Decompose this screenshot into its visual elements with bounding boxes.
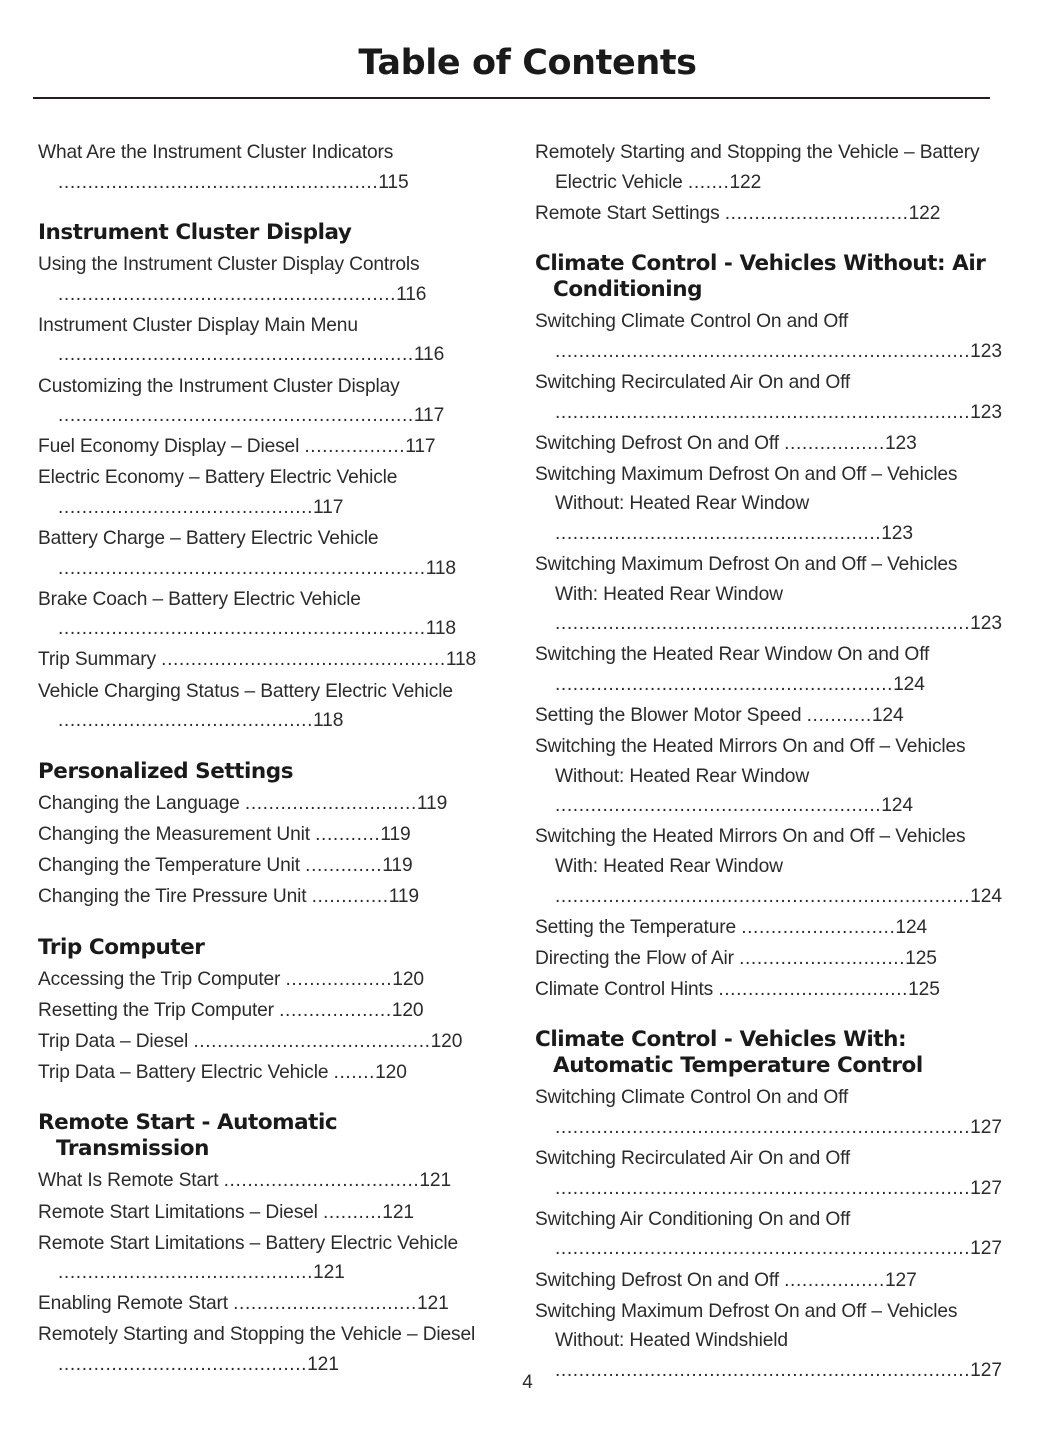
toc-entry-page-number: 127: [970, 1359, 1002, 1381]
toc-entry-page-number: 124: [895, 916, 928, 938]
toc-entry-leader: ...........................................: [58, 496, 314, 518]
toc-entry-leader: ...........: [315, 823, 381, 845]
toc-entry-leader: .................................: [223, 1170, 420, 1192]
toc-entry[interactable]: [535, 1144, 1002, 1203]
toc-section-heading: Climate Control - Vehicles With: Automatic Temperature Control: [535, 1027, 923, 1079]
toc-entry-page-number: 119: [416, 792, 448, 814]
toc-entry[interactable]: [38, 585, 493, 644]
toc-entry-label: Switching Climate Control On and Off: [535, 1087, 849, 1109]
toc-entry-page-number: 127: [884, 1269, 917, 1291]
toc-entry-label: Resetting the Trip Computer: [38, 999, 274, 1021]
toc-entry[interactable]: [535, 429, 990, 459]
toc-entry[interactable]: [535, 822, 1002, 911]
toc-entry-label: Remote Start Limitations – Battery Electric Vehicle: [38, 1232, 458, 1254]
toc-entry-page-number: 121: [307, 1354, 339, 1375]
toc-entry-leader: ......................................................................: [555, 1238, 971, 1260]
toc-section-heading: Remote Start - Automatic Transmission: [38, 1110, 338, 1162]
toc-entry-leader: ......................................................................: [555, 1117, 971, 1139]
toc-entry-leader: ..........................................: [58, 1354, 308, 1375]
toc-entry-leader: ...............................: [724, 202, 909, 224]
toc-entry-page-number: 122: [729, 171, 762, 193]
toc-entry-leader: ................................................: [161, 649, 446, 671]
toc-entry-leader: .................: [304, 436, 406, 458]
toc-section-heading: Climate Control - Vehicles Without: Air Conditioning: [535, 251, 986, 303]
toc-entry-leader: .......................................................: [555, 522, 882, 544]
toc-entry-page-number: 127: [970, 1238, 1002, 1260]
toc-entry[interactable]: [535, 1205, 1002, 1264]
toc-entry[interactable]: [38, 1058, 493, 1088]
toc-entry-leader: ..................: [285, 968, 393, 990]
toc-entry[interactable]: [38, 463, 493, 522]
toc-entry-page-number: 117: [313, 496, 344, 518]
toc-entry-leader: ......................................................................: [555, 885, 971, 907]
toc-entry-leader: ......................................................: [58, 171, 379, 193]
toc-entry-label: Changing the Tire Pressure Unit: [38, 885, 307, 907]
toc-entry-page-number: 120: [375, 1061, 407, 1083]
toc-entry-page-number: 123: [881, 522, 913, 544]
toc-entry[interactable]: [38, 851, 493, 881]
toc-entry-label: Remote Start Settings: [535, 202, 720, 224]
toc-entry[interactable]: [38, 882, 493, 912]
toc-entry-label: Battery Charge – Battery Electric Vehicle: [38, 528, 379, 550]
toc-entry-page-number: 117: [413, 405, 445, 427]
toc-entry-label: Using the Instrument Cluster Display Controls: [38, 254, 420, 276]
toc-entry-label: Switching Air Conditioning On and Off: [535, 1208, 851, 1230]
toc-section-heading: Instrument Cluster Display: [38, 220, 352, 246]
toc-entry-page-number: 122: [908, 202, 941, 224]
toc-entry-leader: .............: [305, 854, 383, 876]
toc-entry-label: Trip Data – Diesel: [38, 1030, 189, 1052]
toc-entry-page-number: 121: [382, 1201, 414, 1223]
toc-entry-label: Switching the Heated Mirrors On and Off – Vehicles Without: Heated Rear Window: [535, 736, 966, 787]
toc-entry-label: Switching Recirculated Air On and Off: [535, 371, 851, 393]
toc-entry-label: Switching Maximum Defrost On and Off – Vehicles Without: Heated Rear Window: [535, 463, 958, 515]
toc-entry-leader: ................................: [718, 978, 909, 1000]
toc-entry-label: Switching the Heated Rear Window On and Off: [535, 644, 930, 666]
toc-entry[interactable]: [535, 550, 1002, 639]
toc-entry[interactable]: [535, 307, 1002, 366]
toc-entry-leader: ..............................................................: [58, 557, 426, 579]
toc-entry-leader: ..........: [322, 1201, 383, 1223]
toc-entry-label: Brake Coach – Battery Electric Vehicle: [38, 588, 361, 610]
toc-entry-page-number: 118: [313, 710, 344, 732]
toc-entry-leader: .......................................................: [555, 795, 882, 817]
toc-entry-leader: ..............................................................: [58, 618, 426, 640]
toc-entry[interactable]: [38, 965, 493, 995]
toc-entry-page-number: 120: [391, 999, 424, 1021]
toc-entry-label: Switching Defrost On and Off: [535, 1269, 779, 1291]
toc-column-left: [38, 138, 493, 1387]
page-number: 4: [522, 1372, 533, 1393]
toc-entry-page-number: 121: [313, 1262, 345, 1284]
toc-entry[interactable]: [535, 368, 1002, 427]
toc-entry-leader: ......................................................................: [555, 613, 971, 635]
toc-entry-leader: .........................................................: [555, 673, 894, 695]
toc-entry[interactable]: [38, 820, 493, 850]
toc-entry-leader: .................: [784, 1269, 885, 1291]
toc-entry-label: Setting the Blower Motor Speed: [535, 705, 802, 726]
toc-entry-leader: ...........................................: [58, 710, 314, 732]
toc-entry-label: Fuel Economy Display – Diesel: [38, 436, 300, 458]
toc-entry[interactable]: [535, 913, 990, 943]
toc-entry[interactable]: [535, 1083, 1002, 1142]
toc-entry-leader: ...............................: [233, 1293, 417, 1315]
toc-column-right: [535, 138, 1002, 1387]
toc-entry-leader: ......................................................................: [555, 401, 971, 423]
toc-entry[interactable]: [38, 432, 493, 462]
toc-entry[interactable]: [38, 1229, 493, 1288]
toc-entry-label: Changing the Temperature Unit: [38, 854, 300, 876]
toc-entry-page-number: 119: [382, 854, 413, 876]
toc-entry-page-number: 115: [378, 171, 409, 193]
toc-entry-label: Vehicle Charging Status – Battery Electric Vehicle: [38, 680, 453, 702]
toc-entry-label: Customizing the Instrument Cluster Display: [38, 375, 400, 397]
toc-entry-label: Switching Climate Control On and Off: [535, 311, 849, 333]
page-title: Table of Contents: [358, 43, 697, 83]
toc-entry-page-number: 121: [419, 1170, 452, 1192]
toc-entry-label: Directing the Flow of Air: [535, 947, 734, 969]
toc-entry-label: What Is Remote Start: [38, 1170, 219, 1192]
toc-entry-label: Switching Defrost On and Off: [535, 432, 779, 454]
toc-entry-label: Switching Recirculated Air On and Off: [535, 1148, 851, 1170]
toc-entry-page-number: 120: [430, 1030, 463, 1052]
toc-entry-page-number: 118: [445, 649, 477, 671]
toc-entry-leader: ............................................................: [58, 344, 414, 366]
toc-entry-leader: ......................................................................: [555, 1177, 971, 1199]
toc-entry[interactable]: [535, 1266, 990, 1296]
toc-entry-leader: ...................: [279, 999, 392, 1021]
toc-entry-page-number: 119: [388, 885, 419, 907]
toc-entry-leader: .........................................................: [58, 283, 397, 305]
toc-entry[interactable]: [38, 645, 493, 675]
toc-entry-label: Electric Economy – Battery Electric Vehicle: [38, 467, 398, 489]
toc-entry-page-number: 124: [970, 885, 1002, 907]
toc-entry[interactable]: [535, 944, 990, 974]
toc-entry-leader: .................: [784, 432, 885, 454]
toc-entry[interactable]: [38, 372, 493, 431]
toc-entry-page-number: 118: [425, 557, 457, 579]
toc-entry[interactable]: [38, 1320, 493, 1379]
toc-entry[interactable]: [38, 789, 493, 819]
toc-entry-page-number: 121: [416, 1293, 449, 1315]
toc-entry-page-number: 124: [871, 705, 904, 726]
toc-entry[interactable]: [535, 701, 990, 731]
toc-entry-leader: .......: [687, 171, 730, 193]
toc-entry[interactable]: [535, 975, 990, 1005]
toc-entry-page-number: 127: [970, 1117, 1002, 1139]
toc-entry-page-number: 125: [908, 978, 940, 1000]
toc-entry-page-number: 124: [893, 673, 925, 695]
toc-section-heading: Personalized Settings: [38, 758, 294, 784]
toc-entry-label: Remote Start Limitations – Diesel: [38, 1201, 318, 1223]
toc-entry-label: Changing the Measurement Unit: [38, 823, 310, 845]
toc-entry-page-number: 116: [413, 344, 445, 366]
toc-entry-leader: .......: [333, 1061, 376, 1083]
toc-entry[interactable]: [38, 250, 493, 309]
toc-section-heading: Trip Computer: [38, 934, 205, 960]
toc-entry-label: Trip Summary: [38, 649, 156, 671]
toc-entry-label: Enabling Remote Start: [38, 1293, 228, 1315]
toc-entry[interactable]: [535, 199, 990, 229]
toc-entry-leader: .............................: [244, 792, 417, 814]
toc-entry-leader: ............................................................: [58, 405, 414, 427]
toc-entry[interactable]: [535, 732, 990, 821]
toc-entry-leader: .............: [311, 885, 389, 907]
toc-entry-label: Trip Data – Battery Electric Vehicle: [38, 1061, 329, 1083]
toc-entry[interactable]: [38, 138, 493, 197]
toc-entry-leader: ..........................: [741, 916, 896, 938]
toc-entry-page-number: 123: [970, 340, 1002, 362]
toc-entry-label: Switching Maximum Defrost On and Off – Vehicles With: Heated Rear Window: [535, 554, 958, 605]
toc-entry-page-number: 117: [405, 436, 436, 458]
toc-entry-leader: ........................................: [193, 1030, 431, 1052]
toc-entry-page-number: 124: [881, 795, 913, 817]
toc-entry-leader: ......................................................................: [555, 340, 971, 362]
toc-entry-label: Switching Maximum Defrost On and Off – Vehicles Without: Heated Windshield: [535, 1300, 958, 1352]
toc-entry-label: Remotely Starting and Stopping the Vehicle – Diesel: [38, 1324, 476, 1346]
toc-entry[interactable]: [535, 640, 990, 699]
toc-entry-page-number: 125: [905, 947, 937, 969]
toc-entry[interactable]: [38, 1166, 493, 1196]
toc-entry-label: Climate Control Hints: [535, 978, 714, 1000]
toc-entry[interactable]: [38, 1289, 493, 1319]
toc-entry[interactable]: [535, 460, 990, 549]
toc-columns: [0, 138, 1055, 1387]
toc-entry-page-number: 127: [970, 1177, 1002, 1199]
toc-entry-label: What Are the Instrument Cluster Indicators: [38, 142, 394, 163]
toc-entry[interactable]: [38, 1198, 493, 1228]
toc-entry-leader: ...........................................: [58, 1262, 314, 1284]
toc-entry-label: Changing the Language: [38, 792, 240, 814]
toc-entry[interactable]: [38, 311, 493, 370]
toc-entry[interactable]: [38, 1027, 493, 1057]
toc-entry[interactable]: [38, 524, 493, 583]
toc-entry-leader: ...........: [806, 705, 872, 726]
toc-entry-label: Instrument Cluster Display Main Menu: [38, 314, 358, 336]
toc-entry-page-number: 123: [884, 432, 917, 454]
toc-entry[interactable]: [38, 996, 493, 1026]
toc-entry-leader: ............................: [739, 947, 906, 969]
toc-entry-leader: ......................................................................: [555, 1359, 971, 1381]
toc-entry-label: Remotely Starting and Stopping the Vehicle – Battery Electric Vehicle: [535, 142, 980, 193]
title-divider: [33, 97, 990, 99]
toc-entry-page-number: 119: [380, 823, 411, 845]
toc-entry[interactable]: [38, 677, 493, 736]
toc-entry-page-number: 123: [970, 401, 1002, 423]
toc-entry[interactable]: [535, 138, 990, 197]
toc-entry-page-number: 116: [396, 283, 427, 305]
toc-entry-label: Accessing the Trip Computer: [38, 968, 281, 990]
toc-entry-page-number: 118: [425, 618, 457, 640]
toc-entry-page-number: 123: [970, 613, 1002, 635]
toc-entry-label: Switching the Heated Mirrors On and Off – Vehicles With: Heated Rear Window: [535, 826, 966, 877]
toc-entry-label: Setting the Temperature: [535, 916, 736, 938]
toc-entry-page-number: 120: [392, 968, 424, 990]
